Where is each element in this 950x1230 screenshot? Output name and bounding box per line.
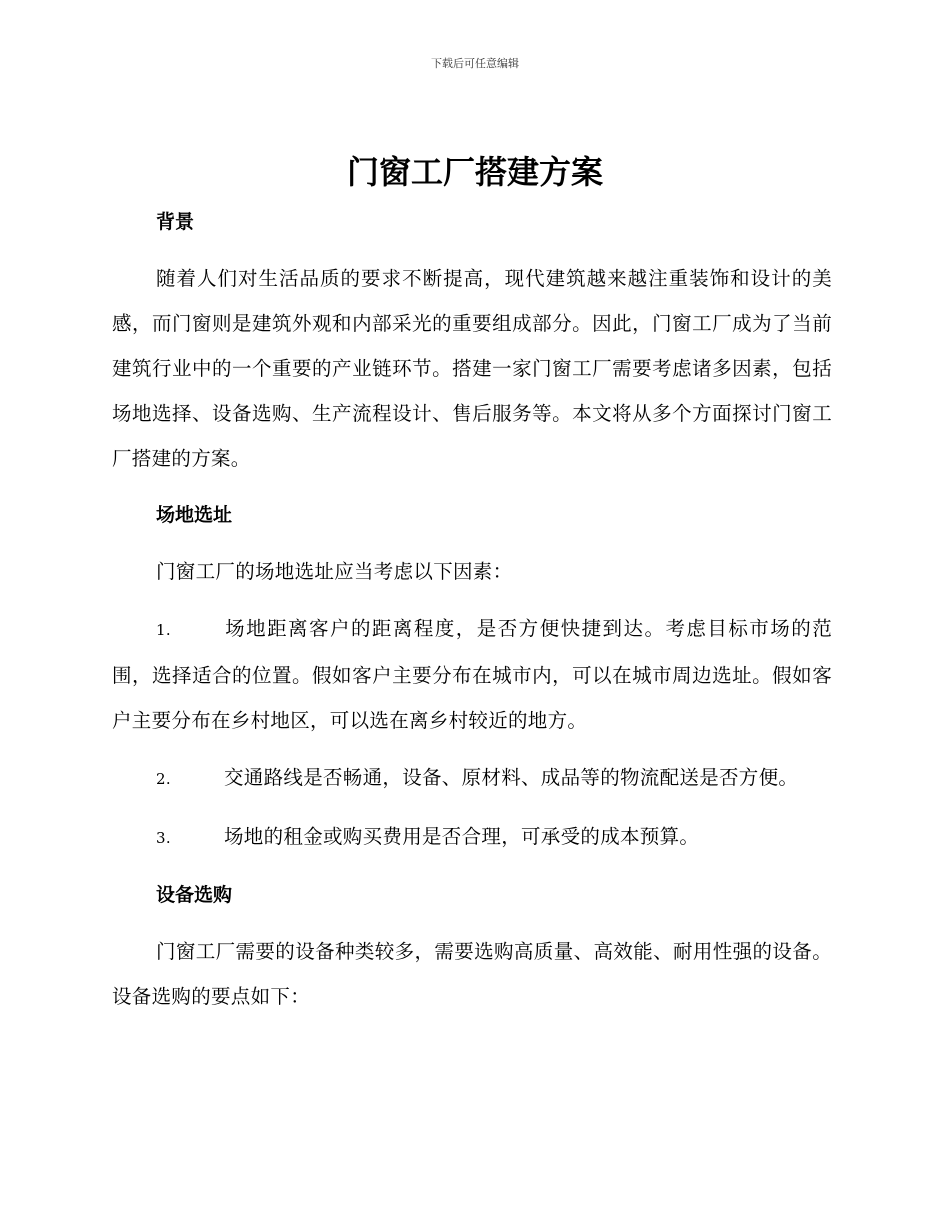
list-item	[112, 606, 832, 743]
list-item	[112, 814, 832, 861]
list-item-text: 场地距离客户的距离程度，是否方便快捷到达。考虑目标市场的范围，选择适合的位置。假如客户主要分布在城市内，可以在城市周边选址。假如客户主要分布在乡村地区，可以选在离乡村较近的地方。	[112, 617, 832, 732]
document-body	[112, 200, 832, 1019]
header-note: 下载后可任意编辑	[431, 57, 519, 70]
list-item	[112, 755, 832, 802]
section-heading-background: 背景	[156, 211, 195, 233]
site-intro-paragraph: 门窗工厂的场地选址应当考虑以下因素：	[156, 560, 513, 583]
list-item-text: 交通路线是否畅通，设备、原材料、成品等的物流配送是否方便。	[224, 766, 799, 789]
list-number: 3.	[156, 829, 171, 847]
list-number: 2.	[156, 770, 171, 788]
section-heading-site: 场地选址	[156, 504, 233, 526]
document-title: 门窗工厂搭建方案	[346, 153, 603, 191]
list-number: 1.	[156, 621, 171, 639]
equipment-paragraph: 门窗工厂需要的设备种类较多，需要选购高质量、高效能、耐用性强的设备。设备选购的要点如下：	[112, 940, 832, 1008]
background-paragraph: 随着人们对生活品质的要求不断提高，现代建筑越来越注重装饰和设计的美感，而门窗则是建筑外观和内部采光的重要组成部分。因此，门窗工厂成为了当前建筑行业中的一个重要的产业链环节。搭建一家门窗工厂需要考虑诸多因素，包括场地选择、设备选购、生产流程设计、售后服务等。本文将从多个方面探讨门窗工厂搭建的方案。	[112, 267, 832, 470]
list-item-text: 场地的租金或购买费用是否合理，可承受的成本预算。	[224, 825, 700, 848]
section-heading-equipment: 设备选购	[156, 884, 233, 906]
